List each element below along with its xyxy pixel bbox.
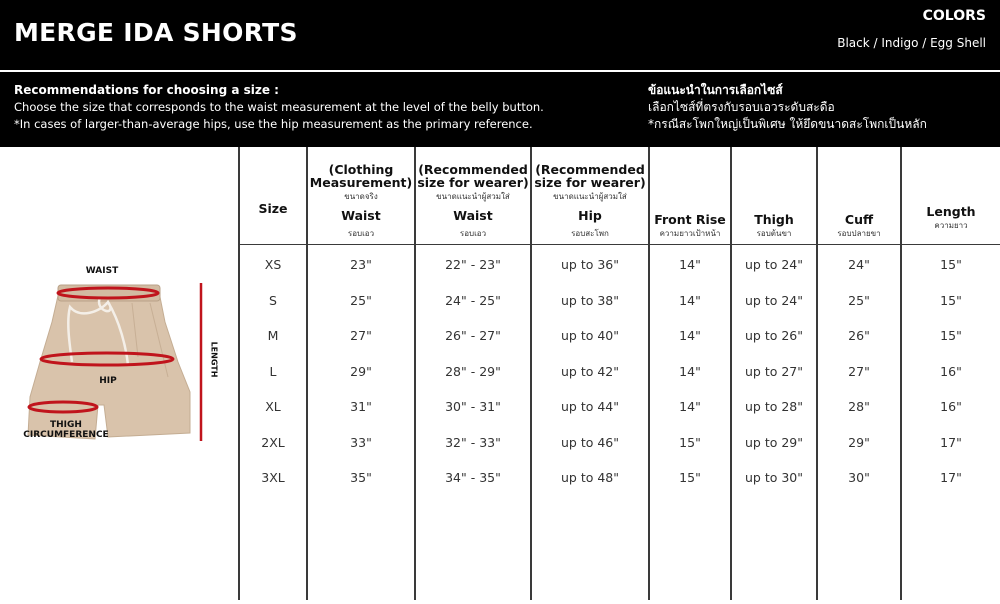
cell-cuff: 28": [848, 399, 870, 414]
cell-thigh: up to 27": [744, 363, 803, 379]
cell-cuff: 29": [848, 434, 870, 450]
header-cuff-thai: รอบปลายขา: [837, 229, 881, 238]
cell-recommended-waist: 28" - 29": [445, 363, 501, 379]
cell-cuff: 30": [848, 470, 870, 485]
cell-recommended-waist: 22" - 23": [445, 257, 501, 272]
header-cuff-label: Cuff: [844, 212, 874, 227]
thigh-label-line-2: CIRCUMFERENCE: [23, 430, 109, 440]
cell-size: S: [269, 292, 277, 308]
header-thigh: [732, 147, 816, 244]
cell-recommended-hip: up to 36": [560, 257, 619, 272]
length-label: LENGTH: [209, 341, 219, 378]
cell-thigh: up to 28": [744, 399, 803, 414]
cell-front-rise: 14": [679, 328, 701, 343]
header-thigh-label: Thigh: [754, 212, 794, 227]
header-cuff: [818, 147, 900, 244]
header-recommended-hip-note-thai: ขนาดแนะนำผู้สวมใส่: [553, 192, 627, 201]
cell-thigh: up to 24": [744, 292, 803, 308]
header-front-rise-label: Front Rise: [654, 212, 726, 227]
header-front-rise-thai: ความยาวเป้าหน้า: [659, 229, 721, 238]
cell-clothing-waist: 23": [350, 257, 372, 272]
header-clothing-measurement-thai: ขนาดจริง: [344, 192, 378, 201]
cell-size: 2XL: [261, 434, 285, 450]
header-length-thai: ความยาว: [934, 221, 968, 230]
cell-clothing-waist: 27": [350, 328, 372, 343]
cell-recommended-waist: 32" - 33": [445, 434, 501, 450]
header-size-label: Size: [258, 201, 288, 216]
cell-cuff: 26": [848, 328, 870, 343]
cell-front-rise: 14": [679, 363, 701, 379]
hip-label: HIP: [99, 376, 117, 386]
recommendations-line-2-th: *กรณีสะโพกใหญ่เป็นพิเศษ ให้ยึดขนาดสะโพกเป็นหลัก: [648, 117, 927, 131]
recommendations-thai: [648, 82, 927, 133]
header-clothing-waist: [308, 147, 414, 244]
cell-front-rise: 15": [679, 470, 701, 485]
header-clothing-waist-label: Waist: [341, 208, 381, 223]
cell-recommended-hip: up to 38": [560, 292, 619, 308]
header-length: [902, 147, 1000, 244]
header-size: [240, 147, 306, 244]
cell-front-rise: 14": [679, 257, 701, 272]
cell-length: 17": [940, 434, 962, 450]
cell-thigh: up to 29": [744, 434, 803, 450]
cell-recommended-waist: 24" - 25": [445, 292, 501, 308]
header-clothing-waist-thai: รอบเอว: [347, 229, 375, 238]
cell-length: 15": [940, 328, 962, 343]
cell-recommended-hip: up to 46": [560, 434, 619, 450]
cell-front-rise: 14": [679, 292, 701, 308]
cell-front-rise: 14": [679, 399, 701, 414]
measurement-diagram: [0, 147, 238, 600]
header-recommended-hip: [532, 147, 648, 244]
recommendations-title-en: Recommendations for choosing a size :: [14, 83, 279, 97]
recommendations-line-1-th: เลือกไซส์ที่ตรงกับรอบเอวระดับสะดือ: [648, 100, 835, 114]
shorts-illustration: [0, 147, 238, 600]
cell-length: 16": [940, 399, 962, 414]
cell-size: L: [269, 363, 277, 379]
cell-recommended-hip: up to 48": [560, 470, 619, 485]
thigh-label-line-1: THIGH: [50, 420, 82, 430]
cell-length: 15": [940, 292, 962, 308]
cell-length: 15": [940, 257, 962, 272]
cell-recommended-waist: 30" - 31": [445, 399, 501, 414]
cell-size: M: [267, 328, 279, 343]
cell-length: 16": [940, 363, 962, 379]
recommendations-english: [14, 82, 544, 133]
header-thigh-thai: รอบต้นขา: [756, 229, 792, 238]
header-banner: [0, 0, 1000, 70]
cell-clothing-waist: 35": [350, 470, 372, 485]
cell-front-rise: 15": [679, 434, 701, 450]
cell-clothing-waist: 31": [350, 399, 372, 414]
cell-clothing-waist: 33": [350, 434, 372, 450]
header-length-label: Length: [926, 204, 976, 219]
cell-thigh: up to 30": [744, 470, 803, 485]
cell-length: 17": [940, 470, 962, 485]
header-recommended-hip-thai: รอบสะโพก: [571, 229, 609, 238]
colors-label: COLORS: [922, 8, 986, 24]
product-title: MERGE IDA SHORTS: [14, 18, 298, 47]
cell-recommended-hip: up to 44": [560, 399, 619, 414]
cell-recommended-waist: 34" - 35": [445, 470, 501, 485]
cell-size: 3XL: [261, 470, 285, 485]
waist-label: WAIST: [85, 266, 119, 276]
header-recommended-waist-thai: รอบเอว: [459, 229, 487, 238]
cell-thigh: up to 24": [744, 257, 803, 272]
cell-recommended-waist: 26" - 27": [445, 328, 501, 343]
header-recommended-waist-note: (Recommended size for wearer): [417, 162, 529, 190]
recommendations-line-2-en: *In cases of larger-than-average hips, use the hip measurement as the primary reference.: [14, 117, 533, 131]
cell-cuff: 25": [848, 292, 870, 308]
header-recommended-waist-label: Waist: [453, 208, 493, 223]
recommendations-line-1-en: Choose the size that corresponds to the waist measurement at the level of the belly button.: [14, 100, 544, 114]
header-recommended-waist-note-thai: ขนาดแนะนำผู้สวมใส่: [436, 192, 510, 201]
cell-clothing-waist: 29": [350, 363, 372, 379]
header-recommended-waist: [416, 147, 530, 244]
cell-size: XL: [265, 399, 281, 414]
header-recommended-hip-label: Hip: [578, 208, 602, 223]
colors-value: Black / Indigo / Egg Shell: [837, 36, 986, 50]
cell-cuff: 27": [848, 363, 870, 379]
size-chart-table: [238, 147, 1000, 600]
header-front-rise: [650, 147, 730, 244]
header-divider: [238, 244, 1000, 245]
header-clothing-measurement-label: (Clothing Measurement): [309, 162, 413, 190]
cell-recommended-hip: up to 42": [560, 363, 619, 379]
recommendations-title-th: ข้อแนะนำในการเลือกไซส์: [648, 83, 783, 97]
recommendations-banner: [0, 72, 1000, 147]
header-recommended-hip-note: (Recommended size for wearer): [534, 162, 646, 190]
cell-cuff: 24": [848, 257, 870, 272]
cell-clothing-waist: 25": [350, 292, 372, 308]
cell-recommended-hip: up to 40": [560, 328, 619, 343]
cell-size: XS: [264, 257, 282, 272]
cell-thigh: up to 26": [744, 328, 803, 343]
